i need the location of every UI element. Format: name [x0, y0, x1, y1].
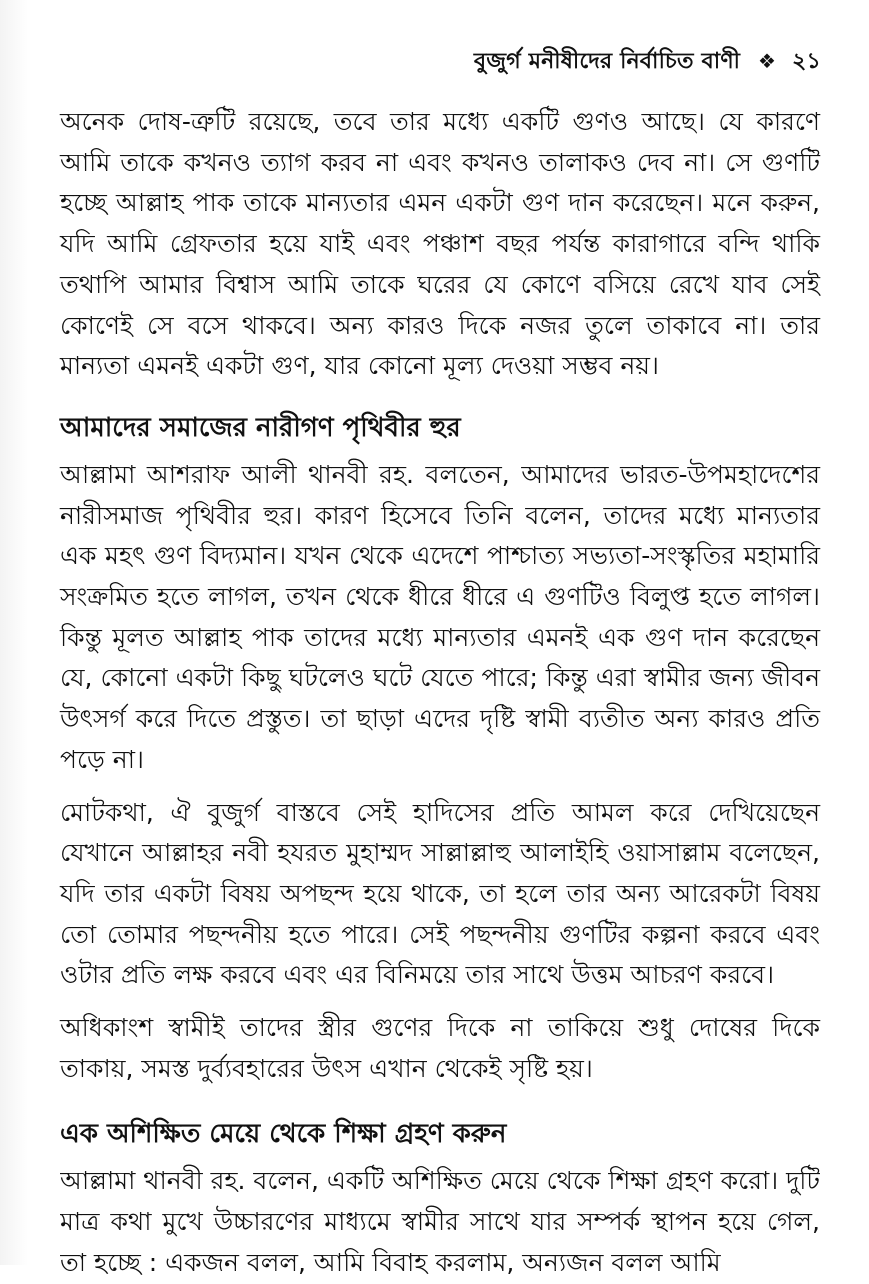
ornament-icon: ❖ [758, 49, 777, 73]
paragraph-husbands-faults: অধিকাংশ স্বামীই তাদের স্ত্রীর গুণের দিকে না তাকিয়ে শুধু দোষের দিকে তাকায়, সমস্ত দুর্ব্যবহারের উৎস এখান থেকেই সৃষ্টি হয়। [60, 1013, 820, 1083]
page-number: ২১ [792, 49, 821, 74]
paragraph-continued: অনেক দোষ-ত্রুটি রয়েছে, তবে তার মধ্যে একটি গুণও আছে। যে কারণে আমি তাকে কখনও ত্যাগ করব না এবং কখনও তালাকও দেব না। সে গুণটি হচ্ছে আল্লাহ পাক তাকে মান্যতার এমন একটা গুণ দান করেছেন। মনে করুন, যদি আমি গ্রেফতার হয়ে যাই এবং পঞ্চাশ বছর পর্যন্ত কারাগারে বন্দি থাকি তথাপি আমার বিশ্বাস আমি তাকে ঘরের যে কোণে বসিয়ে রেখে যাব সেই কোণেই সে বসে থাকবে। অন্য কারও দিকে নজর তুলে তাকাবে না। তার মান্যতা এমনই একটা গুণ, যার কোনো মূল্য দেওয়া সম্ভব নয়। [60, 107, 820, 381]
section-heading-learn-from-girl: এক অশিক্ষিত মেয়ে থেকে শিক্ষা গ্রহণ করুন [60, 1119, 507, 1150]
running-header [474, 44, 821, 81]
section-heading-women-of-society: আমাদের সমাজের নারীগণ পৃথিবীর হুর [60, 412, 461, 443]
paragraph-learn-from-girl: আল্লামা থানবী রহ. বলেন, একটি অশিক্ষিত মেয়ে থেকে শিক্ষা গ্রহণ করো। দুটি মাত্র কথা মুখে উচ্চারণের মাধ্যমে স্বামীর সাথে যার সম্পর্ক স্থাপন হয়ে গেল, তা হচ্ছে : একজন বলল, আমি বিবাহ করলাম, অন্যজন বলল আমি [60, 1166, 820, 1277]
paragraph-thanvi-saying: আল্লামা আশরাফ আলী থানবী রহ. বলতেন, আমাদের ভারত-উপমহাদেশের নারীসমাজ পৃথিবীর হুর। কারণ হিসেবে তিনি বলেন, তাদের মধ্যে মান্যতার এক মহৎ গুণ বিদ্যমান। যখন থেকে এদেশে পাশ্চাত্য সভ্যতা-সংস্কৃতির মহামারি সংক্রমিত হতে লাগল, তখন থেকে ধীরে ধীরে এ গুণটিও বিলুপ্ত হতে লাগল। কিন্তু মূলত আল্লাহ পাক তাদের মধ্যে মান্যতার এমনই এক গুণ দান করেছেন যে, কোনো একটা কিছু ঘটলেও ঘটে যেতে পারে; কিন্তু এরা স্বামীর জন্য জীবন উৎসর্গ করে দিতে প্রস্তুত। তা ছাড়া এদের দৃষ্টি স্বামী ব্যতীত অন্য কারও প্রতি পড়ে না। [60, 459, 820, 774]
body-text [60, 102, 820, 1284]
paragraph-hadith-practice: মোটকথা, ঐ বুজুর্গ বাস্তবে সেই হাদিসের প্রতি আমল করে দেখিয়েছেন যেখানে আল্লাহর নবী হযরত মুহাম্মদ সাল্লাল্লাহু আলাইহি ওয়াসাল্লাম বলেছেন, যদি তার একটা বিষয় অপছন্দ হয়ে থাকে, তা হলে তার অন্য আরেকটা বিষয় তো তোমার পছন্দনীয় হতে পারে। সেই পছন্দনীয় গুণটির কল্পনা করবে এবং ওটার প্রতি লক্ষ করবে এবং এর বিনিময়ে তার সাথে উত্তম আচরণ করবে। [60, 797, 820, 990]
running-title: বুজুর্গ মনীষীদের নির্বাচিত বাণী [473, 49, 741, 74]
